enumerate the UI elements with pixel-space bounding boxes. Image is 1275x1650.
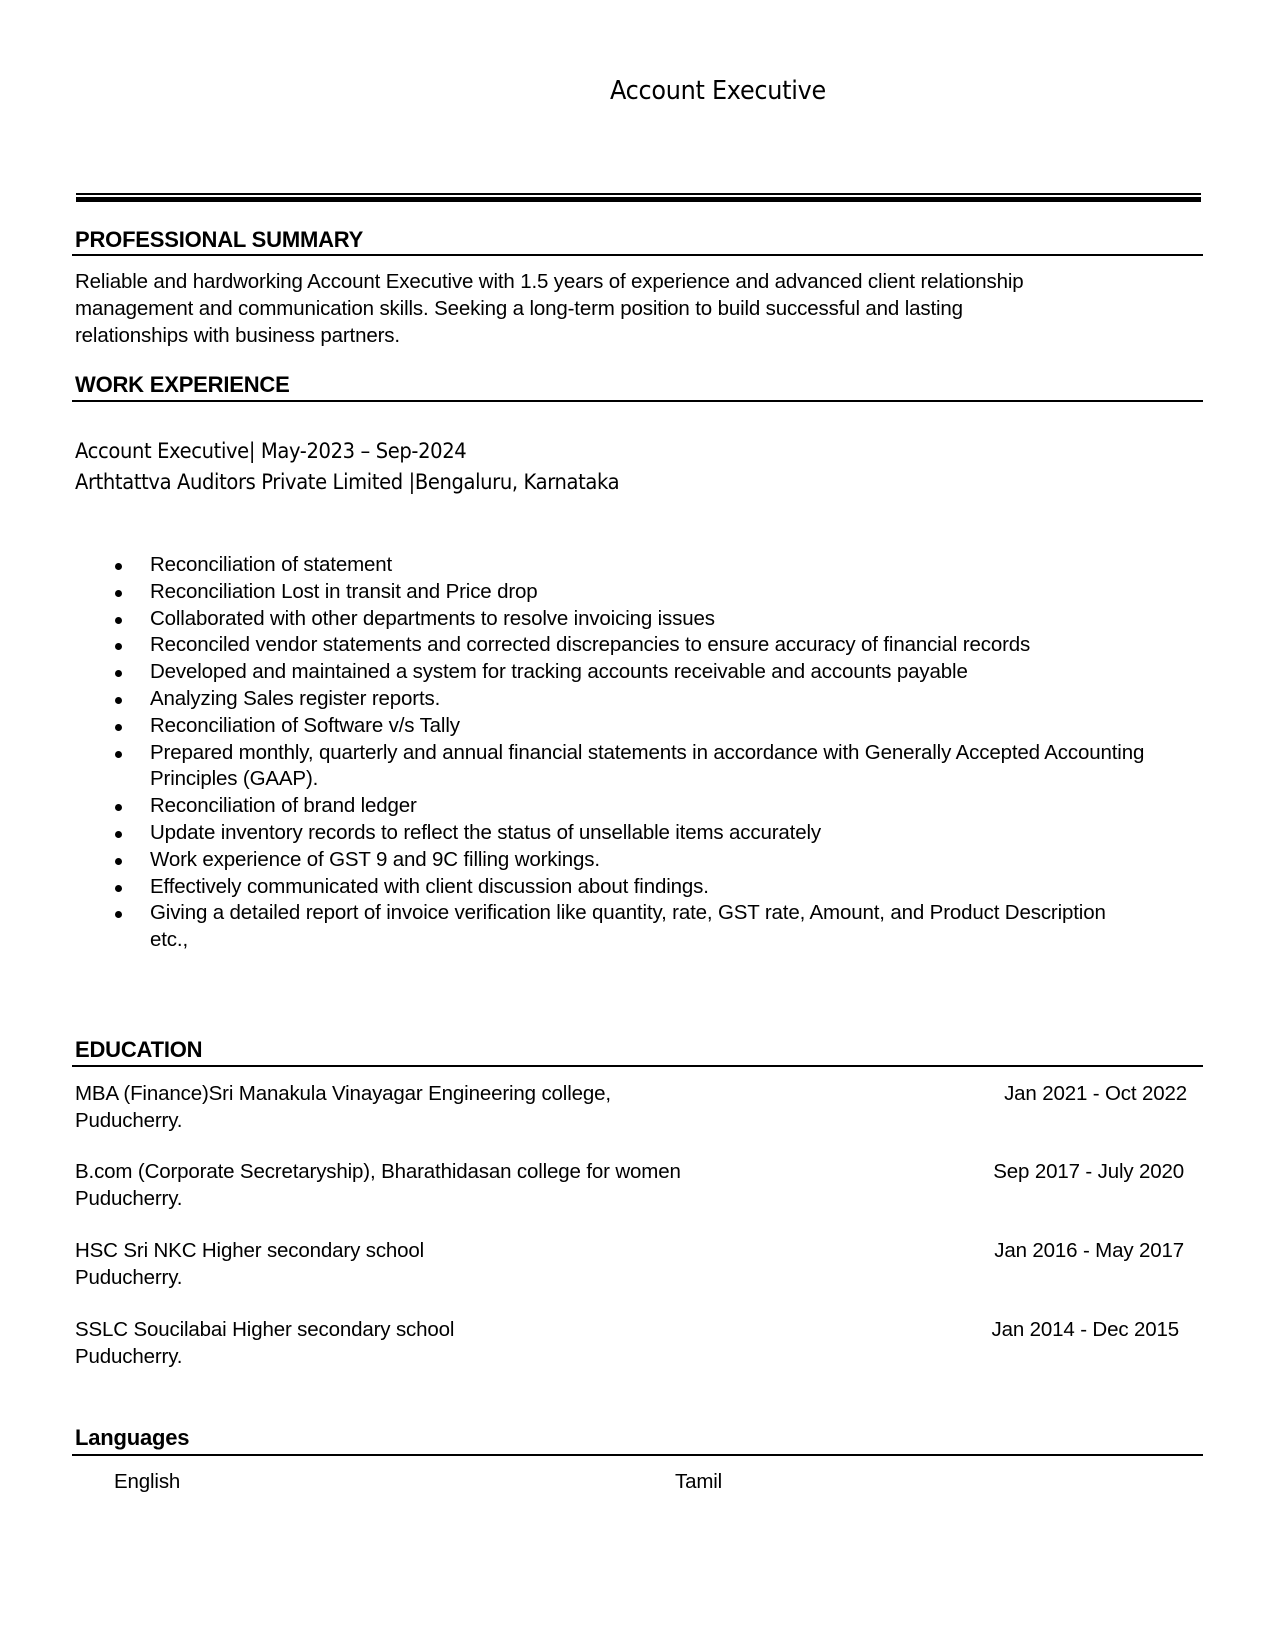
summary-paragraph	[75, 268, 1205, 349]
education-location: Puducherry.	[75, 1187, 183, 1210]
bullet-icon	[115, 831, 122, 838]
language-item: English	[114, 1470, 181, 1493]
section-heading-education: EDUCATION	[75, 1037, 203, 1062]
bullet-item: Collaborated with other departments to resolve invoicing issues	[110, 606, 1210, 633]
summary-line: Reliable and hardworking Account Executive with 1.5 years of experience and advanced client relationship	[75, 270, 1024, 293]
bullet-item: Work experience of GST 9 and 9C filling workings.	[110, 847, 1210, 874]
bullet-icon	[115, 858, 122, 865]
section-divider-languages	[72, 1454, 1203, 1456]
bullet-icon	[115, 697, 122, 704]
job-role-dates: Account Executive| May-2023 – Sep-2024	[75, 439, 467, 463]
education-dates: Jan 2021 - Oct 2022	[1004, 1082, 1187, 1105]
bullet-item: Prepared monthly, quarterly and annual financial statements in accordance with Generally Accepted Accounting Principles (GAAP).	[110, 740, 1170, 794]
bullet-item: Reconciliation of Software v/s Tally	[110, 713, 1210, 740]
education-institution: B.com (Corporate Secretaryship), Bharathidasan college for women	[75, 1160, 681, 1183]
bullet-item: Giving a detailed report of invoice verification like quantity, rate, GST rate, Amount, and Product Description etc.,	[110, 900, 1130, 954]
bullet-item: Reconciliation of brand ledger	[110, 793, 1210, 820]
section-divider-experience	[72, 400, 1203, 402]
bullet-icon	[115, 724, 122, 731]
education-institution: SSLC Soucilabai Higher secondary school	[75, 1318, 455, 1341]
bullet-icon	[115, 643, 122, 650]
bullet-icon	[115, 885, 122, 892]
bullet-icon	[115, 751, 122, 758]
education-institution: MBA (Finance)Sri Manakula Vinayagar Engineering college,	[75, 1082, 611, 1105]
education-location: Puducherry.	[75, 1266, 183, 1289]
bullet-item: Update inventory records to reflect the status of unsellable items accurately	[110, 820, 1210, 847]
bullet-icon	[115, 563, 122, 570]
resume-title: Account Executive	[610, 76, 826, 106]
education-entry	[75, 1316, 1185, 1370]
header-divider	[76, 193, 1201, 202]
bullet-item: Reconciled vendor statements and corrected discrepancies to ensure accuracy of financial records	[110, 632, 1210, 659]
bullet-icon	[115, 617, 122, 624]
section-heading-summary: PROFESSIONAL SUMMARY	[75, 227, 364, 252]
education-dates: Sep 2017 - July 2020	[993, 1160, 1184, 1183]
education-entry	[75, 1080, 1185, 1134]
bullet-item: Reconciliation of statement	[110, 552, 1210, 579]
education-location: Puducherry.	[75, 1109, 183, 1132]
bullet-item: Developed and maintained a system for tracking accounts receivable and accounts payable	[110, 659, 1210, 686]
job-company-location: Arthtattva Auditors Private Limited |Bengaluru, Karnataka	[75, 470, 620, 494]
experience-bullet-list	[110, 552, 1210, 954]
section-heading-languages: Languages	[75, 1425, 190, 1450]
education-dates: Jan 2016 - May 2017	[994, 1239, 1184, 1262]
bullet-icon	[115, 670, 122, 677]
education-entry	[75, 1158, 1185, 1212]
bullet-icon	[115, 911, 122, 918]
bullet-item: Effectively communicated with client discussion about findings.	[110, 874, 1210, 901]
summary-line: relationships with business partners.	[75, 324, 400, 347]
education-location: Puducherry.	[75, 1345, 183, 1368]
summary-line: management and communication skills. Seeking a long-term position to build successful and lasting	[75, 297, 963, 320]
section-heading-experience: WORK EXPERIENCE	[75, 372, 290, 397]
education-dates: Jan 2014 - Dec 2015	[991, 1318, 1179, 1341]
section-divider-summary	[72, 254, 1203, 256]
bullet-icon	[115, 804, 122, 811]
bullet-item: Analyzing Sales register reports.	[110, 686, 1210, 713]
bullet-icon	[115, 590, 122, 597]
language-item: Tamil	[675, 1470, 723, 1493]
education-entry	[75, 1237, 1185, 1291]
section-divider-education	[72, 1065, 1203, 1067]
bullet-item: Reconciliation Lost in transit and Price drop	[110, 579, 1210, 606]
education-institution: HSC Sri NKC Higher secondary school	[75, 1239, 425, 1262]
